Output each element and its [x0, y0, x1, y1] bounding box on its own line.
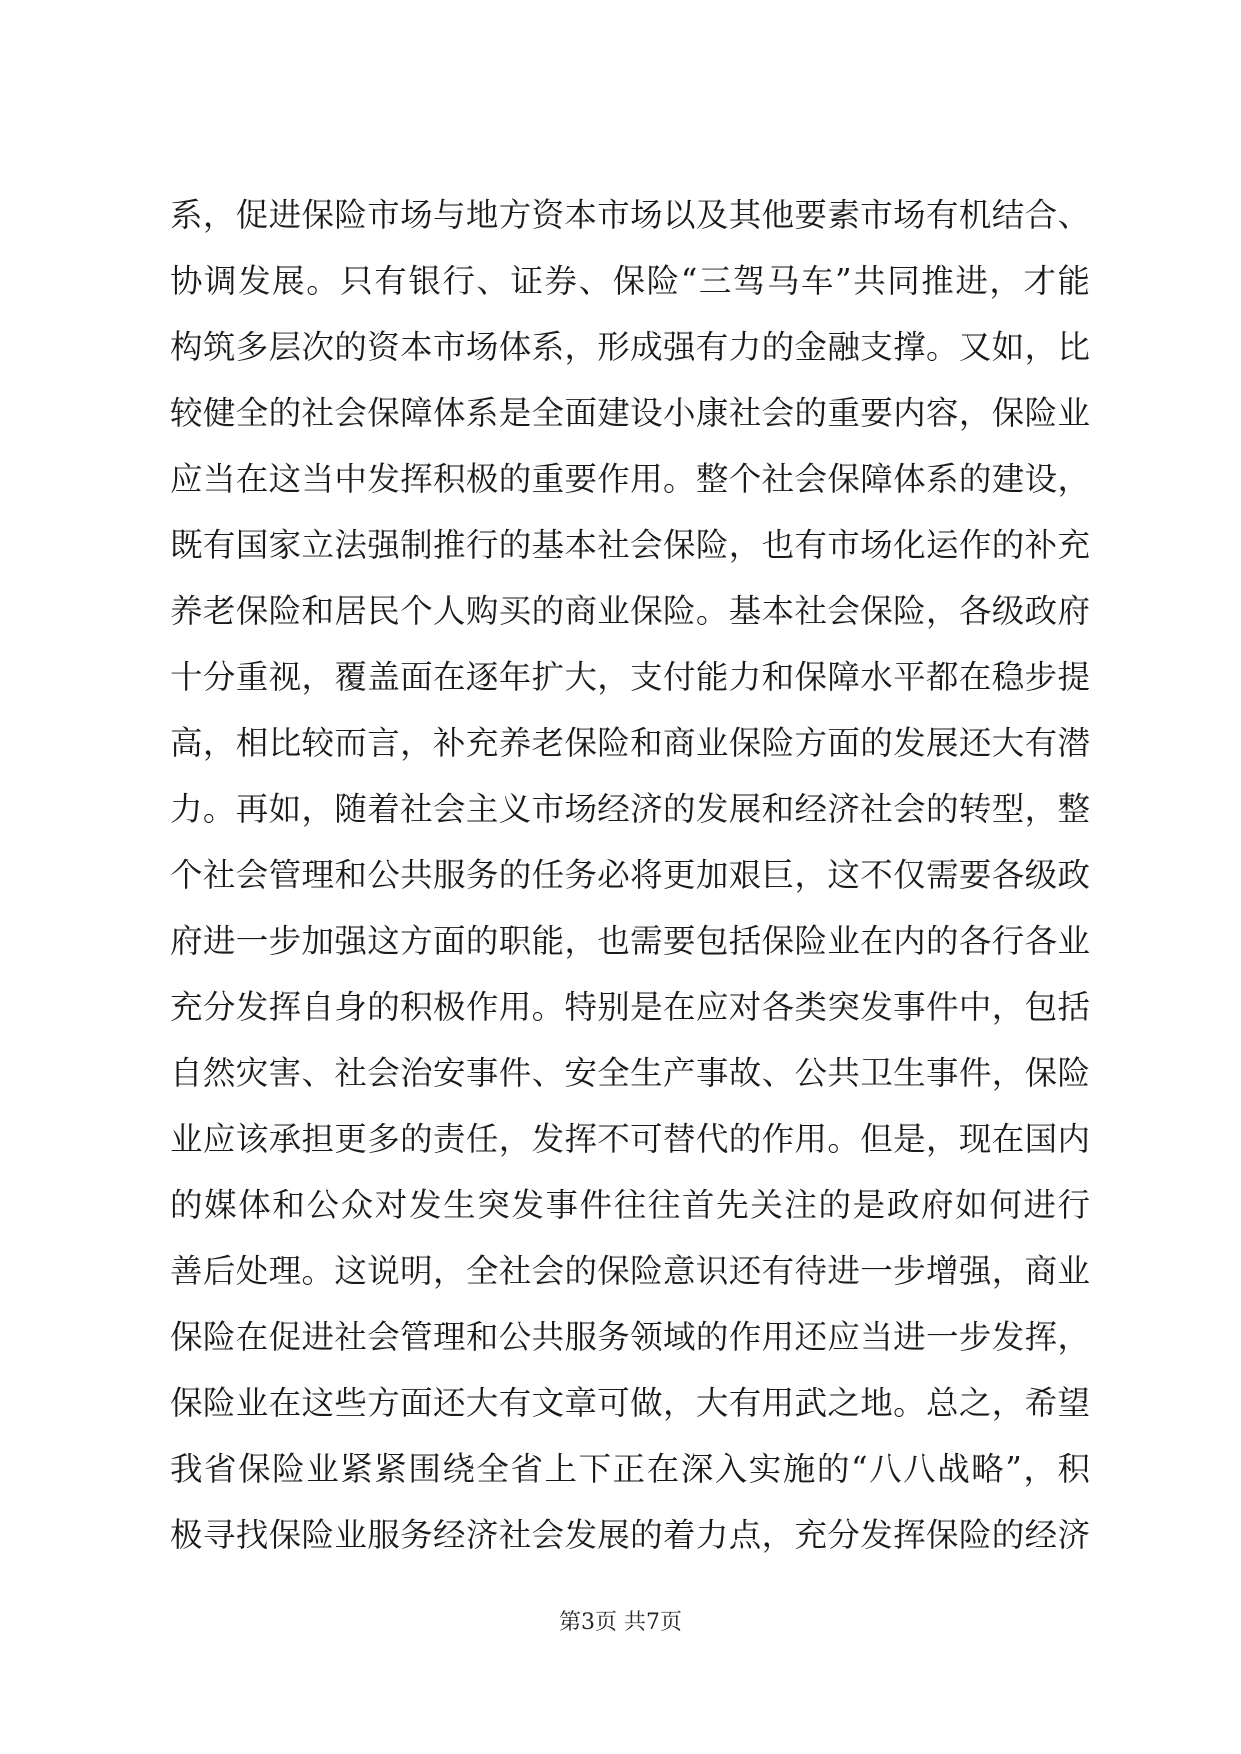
text-line: 十分重视，覆盖面在逐年扩大，支付能力和保障水平都在稳步提	[170, 658, 1090, 696]
text-line: 高，相比较而言，补充养老保险和商业保险方面的发展还大有潜	[170, 724, 1090, 762]
text-line: 自然灾害、社会治安事件、安全生产事故、公共卫生事件，保险	[170, 1054, 1090, 1092]
body-text	[170, 182, 1090, 1568]
text-line: 善后处理。这说明，全社会的保险意识还有待进一步增强，商业	[170, 1252, 1090, 1290]
page-footer: 第3页 共7页	[559, 1610, 682, 1635]
text-line: 养老保险和居民个人购买的商业保险。基本社会保险，各级政府	[170, 592, 1090, 630]
text-line: 我省保险业紧紧围绕全省上下正在深入实施的“八八战略”，积	[170, 1450, 1090, 1488]
text-line: 既有国家立法强制推行的基本社会保险，也有市场化运作的补充	[170, 526, 1090, 564]
text-line: 的媒体和公众对发生突发事件往往首先关注的是政府如何进行	[170, 1186, 1090, 1224]
text-line: 应当在这当中发挥积极的重要作用。整个社会保障体系的建设，	[170, 460, 1090, 498]
text-line: 系，促进保险市场与地方资本市场以及其他要素市场有机结合、	[170, 196, 1090, 234]
text-line: 业应该承担更多的责任，发挥不可替代的作用。但是，现在国内	[170, 1120, 1090, 1158]
text-line: 保险业在这些方面还大有文章可做，大有用武之地。总之，希望	[170, 1384, 1090, 1422]
text-line: 充分发挥自身的积极作用。特别是在应对各类突发事件中，包括	[170, 988, 1090, 1026]
text-line: 协调发展。只有银行、证券、保险“三驾马车”共同推进，才能	[170, 262, 1090, 300]
text-line: 府进一步加强这方面的职能，也需要包括保险业在内的各行各业	[170, 922, 1090, 960]
text-line: 力。再如，随着社会主义市场经济的发展和经济社会的转型，整	[170, 790, 1090, 828]
text-line: 极寻找保险业服务经济社会发展的着力点，充分发挥保险的经济	[170, 1516, 1090, 1554]
text-line: 个社会管理和公共服务的任务必将更加艰巨，这不仅需要各级政	[170, 856, 1090, 894]
text-line: 构筑多层次的资本市场体系，形成强有力的金融支撑。又如，比	[170, 328, 1090, 366]
text-line: 较健全的社会保障体系是全面建设小康社会的重要内容，保险业	[170, 394, 1090, 432]
text-line: 保险在促进社会管理和公共服务领域的作用还应当进一步发挥，	[170, 1318, 1090, 1356]
